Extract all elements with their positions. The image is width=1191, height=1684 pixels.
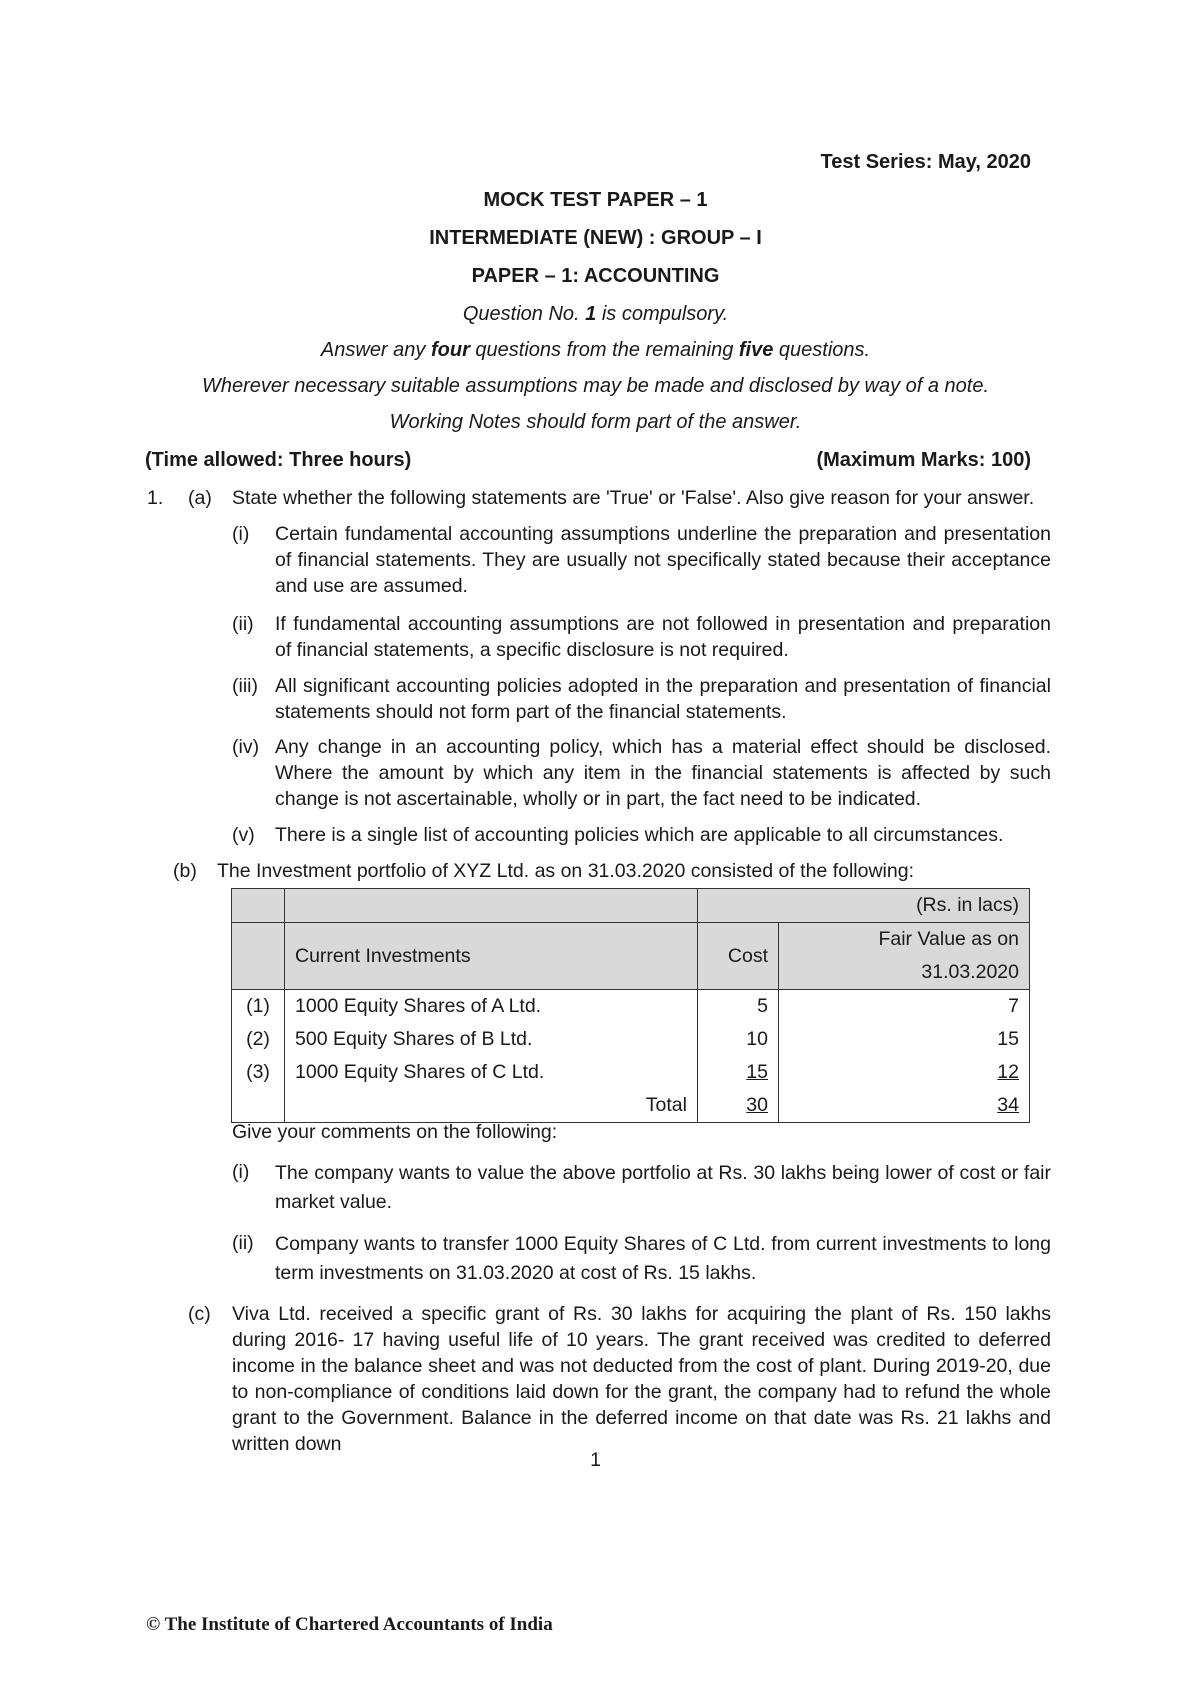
part-c-label: (c) [188,1303,211,1325]
a-item-label: (i) [232,523,250,545]
table-total-row [232,1089,1030,1123]
a-item-text: Certain fundamental accounting assumptions underline the preparation and presentation of financial statements. They are usually not specifically stated because their acceptance and use are assumed. [275,523,1051,597]
row-name: 500 Equity Shares of B Ltd. [285,1023,698,1056]
col-header-cost: Cost [698,923,779,990]
table-cell [232,923,285,990]
row-index: (1) [232,990,285,1024]
row-cost: 15 [698,1056,779,1089]
page-number: 1 [590,1449,601,1471]
copyright-footer: © The Institute of Chartered Accountants of India [146,1614,553,1635]
row-fair: 12 [779,1056,1030,1089]
row-cost: 5 [698,990,779,1024]
question-number: 1. [147,487,164,509]
row-cost: 10 [698,1023,779,1056]
instruction-answer: Answer any four questions from the remaining five questions. [320,339,871,361]
b-item-label: (i) [232,1161,250,1183]
row-fair: 15 [779,1023,1030,1056]
part-b-text: The Investment portfolio of XYZ Ltd. as on 31.03.2020 consisted of the following: [217,860,915,882]
table-row [232,1023,1030,1056]
paper-name: PAPER – 1: ACCOUNTING [471,265,720,287]
maximum-marks: (Maximum Marks: 100) [816,449,1031,471]
time-allowed: (Time allowed: Three hours) [145,449,412,471]
total-cost: 30 [698,1089,779,1123]
comments-intro: Give your comments on the following: [232,1121,558,1143]
total-label: Total [285,1089,698,1123]
a-item-text: If fundamental accounting assumptions are not followed in presentation and preparation of financial statements, a specific disclosure is not required. [275,613,1051,661]
table-unit-row [232,889,1030,923]
a-item-label: (iii) [232,675,258,697]
row-name: 1000 Equity Shares of A Ltd. [285,990,698,1024]
table-header-row [232,923,1030,990]
row-index: (2) [232,1023,285,1056]
investment-table [231,888,1030,1123]
col-header-investments: Current Investments [285,923,698,990]
a-item-text: All significant accounting policies adopted in the preparation and presentation of financial statements should not form part of the financial statements. [275,675,1051,723]
table-row [232,1056,1030,1089]
instruction-assumptions: Wherever necessary suitable assumptions may be made and disclosed by way of a note. [201,375,990,397]
b-item-text: Company wants to transfer 1000 Equity Shares of C Ltd. from current investments to long term investments on 31.03.2020 at cost of Rs. 15 lakhs. [275,1233,1051,1284]
a-item-label: (ii) [232,613,254,635]
table-row [232,990,1030,1024]
paper-level: INTERMEDIATE (NEW) : GROUP – I [429,227,762,249]
table-unit: (Rs. in lacs) [698,889,1030,923]
a-item-text: Any change in an accounting policy, which has a material effect should be disclosed. Where the amount by which any item in the financial statements is affected by such change is not ascertainable, wholly or in part, the fact need to be indicated. [275,736,1051,810]
part-a-label: (a) [188,487,212,509]
table-cell [232,1089,285,1123]
part-b-label: (b) [173,860,197,882]
row-index: (3) [232,1056,285,1089]
test-series: Test Series: May, 2020 [820,151,1031,173]
table-cell [285,889,698,923]
a-item-label: (v) [232,824,255,846]
b-item-label: (ii) [232,1232,254,1254]
a-item-text: There is a single list of accounting policies which are applicable to all circumstances. [275,824,1004,846]
b-item-text: The company wants to value the above portfolio at Rs. 30 lakhs being lower of cost or fair market value. [275,1162,1051,1213]
table-cell [232,889,285,923]
row-name: 1000 Equity Shares of C Ltd. [285,1056,698,1089]
part-c-text: Viva Ltd. received a specific grant of Rs. 30 lakhs for acquiring the plant of Rs. 150 lakhs during 2016- 17 having useful life of 10 years. The grant received was credited to deferred income in the balance sheet and was not deducted from the cost of plant. During 2019-20, due to non-compliance of conditions laid down for the grant, the company had to refund the whole grant to the Government. Balance in the deferred income on that date was Rs. 21 lakhs and written down [232,1303,1051,1455]
col-header-fair-value: Fair Value as on 31.03.2020 [779,923,1030,990]
instruction-compulsory: Question No. 1 is compulsory. [462,303,729,325]
row-fair: 7 [779,990,1030,1024]
paper-title: MOCK TEST PAPER – 1 [483,189,708,211]
instruction-working-notes: Working Notes should form part of the answer. [389,411,802,433]
part-a-text: State whether the following statements are 'True' or 'False'. Also give reason for your answer. [232,487,1035,509]
a-item-label: (iv) [232,736,260,758]
total-fair: 34 [779,1089,1030,1123]
